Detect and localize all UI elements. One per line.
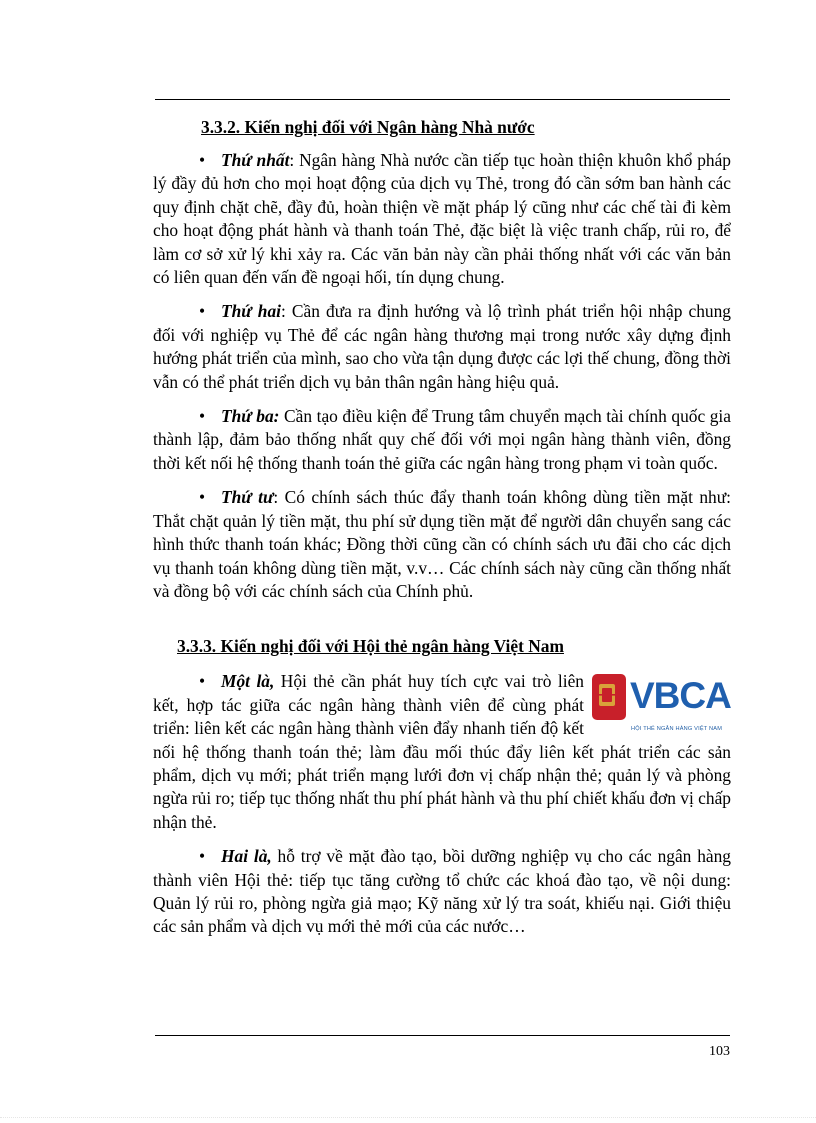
bullet-icon: • — [199, 406, 206, 427]
item-label: Thứ tư — [221, 487, 274, 508]
bullet-icon: • — [199, 487, 206, 508]
logo-wordmark: VBCA — [630, 675, 731, 717]
item-label: Thứ nhất — [221, 150, 290, 170]
item-text: Hội thẻ cần phát huy tích cực vai trò liên kết, hợp tác giữa các ngân hàng thành viên để cùng phát triển: liên kết các ngân hàng thành viên đẩy nhanh tiến độ kết nối hệ thống thanh toán thẻ; làm đầu mối thúc đẩy liên kết phát triển các sản phẩm, dịch vụ mới; phát triển mạng lưới đơn vị chấp nhận thẻ; quản lý và phòng ngừa rủi ro; tiếp tục thống nhất thu phí phát hành và thu phí chiết khấu đơn vị chấp nhận thẻ. — [153, 671, 731, 832]
document-body — [153, 116, 731, 950]
item-text: : Có chính sách thúc đẩy thanh toán không dùng tiền mặt như: Thắt chặt quản lý tiền mặt, thu phí sử dụng tiền mặt để người dân chuyển sang các hình thức thanh toán khác; Đồng thời cũng cần có chính sách ưu đãi cho các dịch vụ thanh toán không dùng tiền mặt, v.v… Các chính sách này cũng cần thống nhất và đồng bộ với các chính sách của Chính phủ. — [153, 487, 731, 601]
section-heading-3-3-2: 3.3.2. Kiến nghị đối với Ngân hàng Nhà nước — [201, 117, 535, 137]
paragraph-thu-hai — [153, 300, 731, 394]
item-text: : Ngân hàng Nhà nước cần tiếp tục hoàn thiện khuôn khổ pháp lý đầy đủ hơn cho mọi hoạt động của dịch vụ Thẻ, trong đó cần sớm ban hành các quy định chặt chẽ, đầy đủ, hoàn thiện về mặt pháp lý cũng như các chế tài đi kèm cho hoạt động phát hành và thanh toán Thẻ, đặc biệt là việc tranh chấp, rủi ro, để làm cơ sở xử lý khi xảy ra. Các văn bản này cần phải thống nhất với các văn bản có liên quan đến vấn đề ngoại hối, tín dụng chung. — [153, 150, 732, 288]
paragraph-thu-nhat — [153, 149, 731, 289]
section-heading-3-3-3: 3.3.3. Kiến nghị đối với Hội thẻ ngân hàng Việt Nam — [177, 636, 564, 657]
item-label: Thứ ba: — [221, 406, 280, 427]
item-label: Một là, — [221, 671, 275, 692]
page-number: 103 — [709, 1044, 730, 1059]
paragraph-thu-tu — [153, 486, 731, 603]
item-text: Cần tạo điều kiện để Trung tâm chuyển mạch tài chính quốc gia thành lập, đảm bảo thống nhất quy chế đối với mọi ngân hàng thành viên, đồng thời kết nối hệ thống thanh toán thẻ giữa các ngân hàng trong phạm vi toàn quốc. — [153, 406, 731, 473]
item-label: Thứ hai — [221, 301, 281, 322]
logo-subtitle: HỘI THẺ NGÂN HÀNG VIỆT NAM — [631, 726, 723, 733]
bullet-icon: • — [199, 846, 206, 867]
page-edge — [0, 1117, 816, 1118]
item-text: hỗ trợ về mặt đào tạo, bồi dưỡng nghiệp vụ cho các ngân hàng thành viên Hội thẻ: tiếp tục tăng cường tổ chức các khoá đào tạo, về nội dung: Quản lý rủi ro, phòng ngừa giả mạo; Kỹ năng xử lý tra soát, khiếu nại. Giới thiệu các sản phẩm và dịch vụ mới thẻ mới của các nước… — [153, 846, 731, 937]
paragraph-thu-ba — [153, 405, 731, 475]
header-rule — [155, 99, 730, 100]
footer-rule — [155, 1035, 730, 1036]
bullet-icon: • — [199, 150, 206, 170]
bullet-icon: • — [199, 671, 206, 692]
item-text: : Cần đưa ra định hướng và lộ trình phát triển hội nhập chung đối với nghiệp vụ Thẻ để các ngân hàng thương mại trong nước xây dựng định hướng phát triển của mình, sao cho vừa tận dụng được các lợi thế chung, đồng thời vẫn có thể phát triển dịch vụ bản thân ngân hàng hiệu quả. — [153, 301, 731, 392]
bullet-icon: • — [199, 301, 206, 322]
vbca-logo — [590, 670, 733, 733]
paragraph-hai-la — [153, 845, 731, 939]
item-label: Hai là, — [221, 846, 272, 867]
